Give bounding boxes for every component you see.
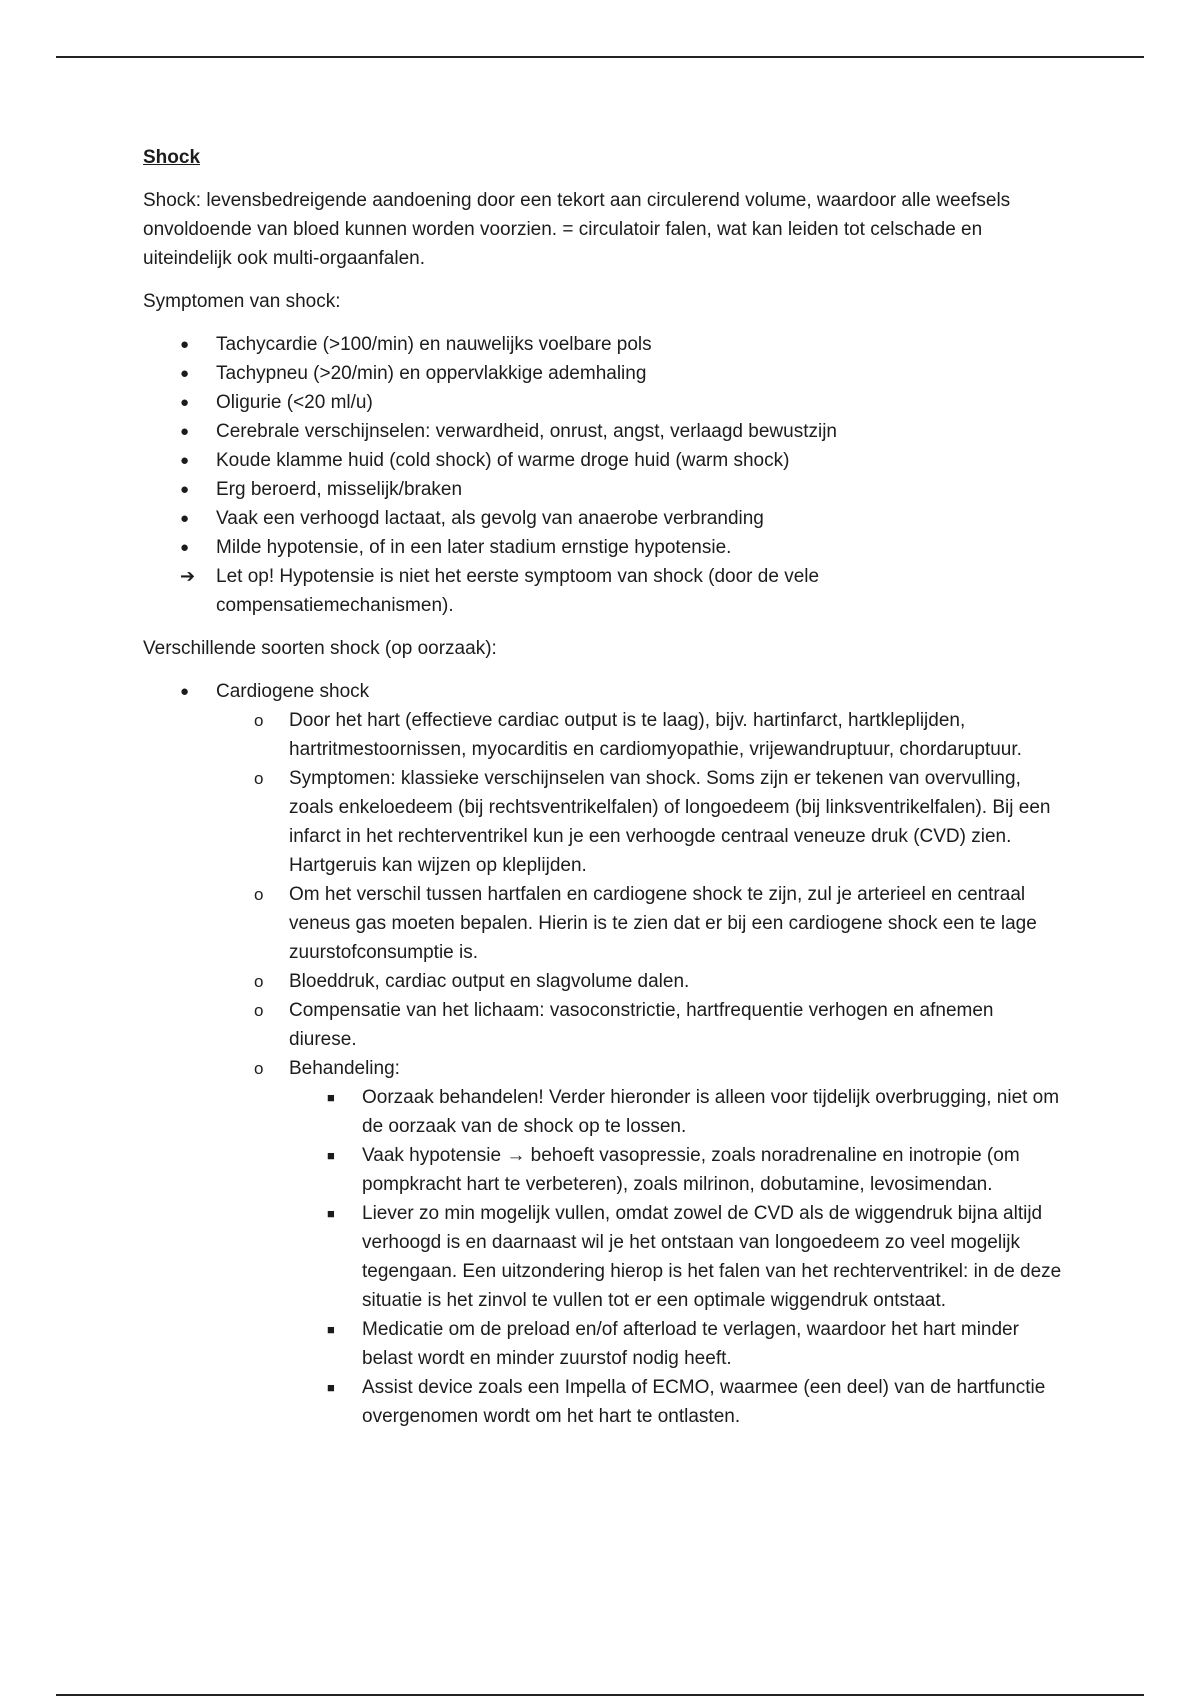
bullet-icon: ● xyxy=(180,510,190,527)
circle-bullet-icon: o xyxy=(254,972,264,991)
list-item: ■ Vaak hypotensie → behoeft vasopressie, zoals noradrenaline en inotropie (om pompkracht hart te verbeteren), zoals milrinon, dobutamine, levosimendan. xyxy=(143,1141,1063,1199)
list-item-treatment: o Behandeling: xyxy=(143,1054,1063,1083)
circle-bullet-icon: o xyxy=(254,885,264,904)
bullet-icon: ● xyxy=(180,394,190,411)
list-item: ● Cerebrale verschijnselen: verwardheid, onrust, angst, verlaagd bewustzijn xyxy=(143,417,1063,446)
header-rule xyxy=(56,56,1144,58)
square-bullet-icon: ■ xyxy=(327,1322,335,1337)
document-page xyxy=(143,143,1063,1445)
circle-bullet-icon: o xyxy=(254,769,264,788)
circle-bullet-icon: o xyxy=(254,711,264,730)
list-item: ● Vaak een verhoogd lactaat, als gevolg van anaerobe verbranding xyxy=(143,504,1063,533)
shock-types-list xyxy=(143,677,1063,1431)
list-item: ● Koude klamme huid (cold shock) of warme droge huid (warm shock) xyxy=(143,446,1063,475)
bullet-icon: ● xyxy=(180,683,190,700)
list-item: ● Tachypneu (>20/min) en oppervlakkige ademhaling xyxy=(143,359,1063,388)
list-item: o Symptomen: klassieke verschijnselen van shock. Soms zijn er tekenen van overvulling, zoals enkeloedeem (bij rechtsventrikelfalen) of longoedeem (bij linksventrikelfalen). Bij een infarct in het rechterventrikel kun je een verhoogde centraal veneuze druk (CVD) zien. Hartgeruis kan wijzen op kleplijden. xyxy=(143,764,1063,880)
bullet-icon: ● xyxy=(180,336,190,353)
bullet-icon: ● xyxy=(180,539,190,556)
types-intro: Verschillende soorten shock (op oorzaak): xyxy=(143,638,497,659)
circle-bullet-icon: o xyxy=(254,1059,264,1078)
arrow-icon: ➔ xyxy=(180,566,196,586)
square-bullet-icon: ■ xyxy=(327,1206,335,1221)
list-item: ● Milde hypotensie, of in een later stadium ernstige hypotensie. xyxy=(143,533,1063,562)
circle-bullet-icon: o xyxy=(254,1001,264,1020)
symptoms-list xyxy=(143,330,1063,620)
list-item: o Om het verschil tussen hartfalen en cardiogene shock te zijn, zul je arterieel en centraal veneus gas moeten bepalen. Hierin is te zien dat er bij een cardiogene shock een te lage zuurstofconsumptie is. xyxy=(143,880,1063,967)
list-item: o Compensatie van het lichaam: vasoconstrictie, hartfrequentie verhogen en afnemen diurese. xyxy=(143,996,1063,1054)
note-item: ➔ Let op! Hypotensie is niet het eerste symptoom van shock (door de vele compensatiemechanismen). xyxy=(143,562,1063,620)
list-item: ■ Liever zo min mogelijk vullen, omdat zowel de CVD als de wiggendruk bijna altijd verhoogd is en daarnaast wil je het ontstaan van longoedeem zo veel mogelijk tegengaan. Een uitzondering hierop is het falen van het rechterventrikel: in de deze situatie is het zinvol te vullen tot er een optimale wiggendruk ontstaat. xyxy=(143,1199,1063,1315)
list-item: ■ Medicatie om de preload en/of afterload te verlagen, waardoor het hart minder belast wordt en minder zuurstof nodig heeft. xyxy=(143,1315,1063,1373)
footer-rule xyxy=(56,1694,1144,1696)
square-bullet-icon: ■ xyxy=(327,1090,335,1105)
list-item: o Bloeddruk, cardiac output en slagvolume dalen. xyxy=(143,967,1063,996)
square-bullet-icon: ■ xyxy=(327,1148,335,1163)
definition-paragraph: Shock: levensbedreigende aandoening door een tekort aan circulerend volume, waardoor alle weefsels onvoldoende van bloed kunnen worden voorzien. = circulatoir falen, wat kan leiden tot celschade en uiteindelijk ook multi-orgaanfalen. xyxy=(143,190,1011,269)
bullet-icon: ● xyxy=(180,481,190,498)
list-item-cardiogenic: ● Cardiogene shock xyxy=(143,677,1063,706)
list-item: ● Tachycardie (>100/min) en nauwelijks voelbare pols xyxy=(143,330,1063,359)
list-item: ■ Assist device zoals een Impella of ECMO, waarmee (een deel) van de hartfunctie overgenomen wordt om het hart te ontlasten. xyxy=(143,1373,1063,1431)
list-item: o Door het hart (effectieve cardiac output is te laag), bijv. hartinfarct, hartkleplijden, hartritmestoornissen, myocarditis en cardiomyopathie, vrijewandruptuur, chordaruptuur. xyxy=(143,706,1063,764)
bullet-icon: ● xyxy=(180,452,190,469)
list-item: ■ Oorzaak behandelen! Verder hieronder is alleen voor tijdelijk overbrugging, niet om de oorzaak van de shock op te lossen. xyxy=(143,1083,1063,1141)
bullet-icon: ● xyxy=(180,365,190,382)
symptoms-intro: Symptomen van shock: xyxy=(143,291,341,312)
list-item: ● Oligurie (<20 ml/u) xyxy=(143,388,1063,417)
list-item: ● Erg beroerd, misselijk/braken xyxy=(143,475,1063,504)
square-bullet-icon: ■ xyxy=(327,1380,335,1395)
bullet-icon: ● xyxy=(180,423,190,440)
page-title: Shock xyxy=(143,147,201,168)
